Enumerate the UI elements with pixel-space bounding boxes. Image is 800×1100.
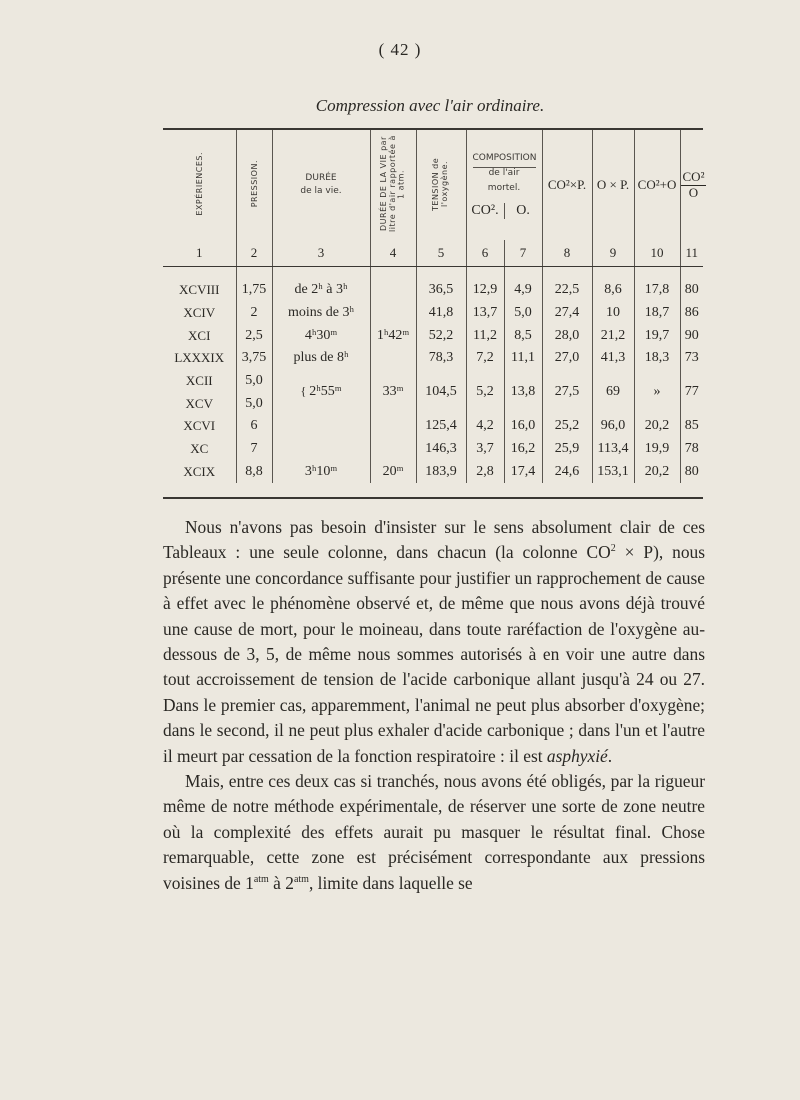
header-duree-litre: DURÉE DE LA VIE par litre d'air rapportée à 1 atm. <box>370 130 416 240</box>
page-number: ( 42 ) <box>378 40 422 59</box>
body-text <box>163 515 705 896</box>
table-row: XCIX 8,8 3ʰ10ᵐ 20ᵐ 183,9 2,8 17,4 24,6 153,1 20,2 80 <box>163 461 703 484</box>
table-row: XCVI 6 125,4 4,2 16,0 25,2 96,0 20,2 85 <box>163 415 703 438</box>
column-numbers: 1 2 3 4 5 6 7 8 9 10 11 <box>163 240 703 267</box>
data-table <box>163 128 703 499</box>
header-oxp: O × P. <box>592 130 634 240</box>
header-pression: PRESSION. <box>236 130 272 240</box>
table-row: LXXXIX 3,75 plus de 8ʰ 78,3 7,2 11,1 27,0 41,3 18,3 73 <box>163 347 703 370</box>
header-ratio: $\frac{\text{CO²}}{O}$ <box>680 130 703 240</box>
paragraph-1: Nous n'avons pas besoin d'insister sur le sens absolument clair de ces Tableaux : une seule colonne, dans chacun (la colonne $CO^2 \times P$), nous présente une concordance suffisante pour justifier un rapprochement de cause à effet avec le phénomène observé et, de même que nous avons déjà trouvé une cause de mort, pour le moineau, dans toute raréfaction de l'oxygène au-dessous de 3, 5, de même nous sommes autorisés à en voir une autre dans tout accroissement de tension de l'acide carbonique allant jusqu'à 24 ou 27. Dans le premier cas, apparemment, l'animal ne peut plus absorber d'oxygène; dans le second, il ne peut plus exhaler d'acide carbonique ; dans l'un et l'autre il meurt par cessation de la fonction respiratoire : il est asphyxié. <box>163 517 705 766</box>
header-tension: TENSION de l'oxygène. <box>416 130 466 240</box>
table-row: XCV 5,0 <box>163 392 703 415</box>
table-row: XCIV 2 moins de 3ʰ 41,8 13,7 5,0 27,4 10 18,7 86 <box>163 302 703 325</box>
table-caption: Compression avec l'air ordinaire. <box>315 96 545 115</box>
table-row: XC 7 146,3 3,7 16,2 25,9 113,4 19,9 78 <box>163 438 703 461</box>
paragraph-2: Mais, entre ces deux cas si tranchés, nous avons été obligés, par la rigueur même de notre méthode expérimentale, de réserver une sorte de zone neutre où la complexité des effets aurait pu masquer le résultat final. Chose remarquable, cette zone est précisément correspondante aux pressions voisines de $1^{atm}$ à $2^{atm}$, limite dans laquelle se <box>163 771 705 893</box>
header-experiences: EXPÉRIENCES. <box>194 152 204 216</box>
header-duree: DURÉE de la vie. <box>272 130 370 240</box>
grouped-duree: { 2ʰ55ᵐ <box>272 370 370 415</box>
header-co2plusO: CO²+O <box>634 130 680 240</box>
table-row: XCI 2,5 4ʰ30ᵐ 1ʰ42ᵐ 52,2 11,2 8,5 28,0 21,2 19,7 90 <box>163 324 703 347</box>
header-co2xp: CO²×P. <box>542 130 592 240</box>
table-row: XCII 5,0 { 2ʰ55ᵐ 33ᵐ 104,5 5,2 13,8 27,5 69 » 77 <box>163 370 703 393</box>
table-row: XCVIII 1,75 de 2ʰ à 3ʰ 36,5 12,9 4,9 22,5 8,6 17,8 80 <box>163 279 703 302</box>
header-composition: COMPOSITION de l'air mortel. CO². O. <box>466 130 542 240</box>
